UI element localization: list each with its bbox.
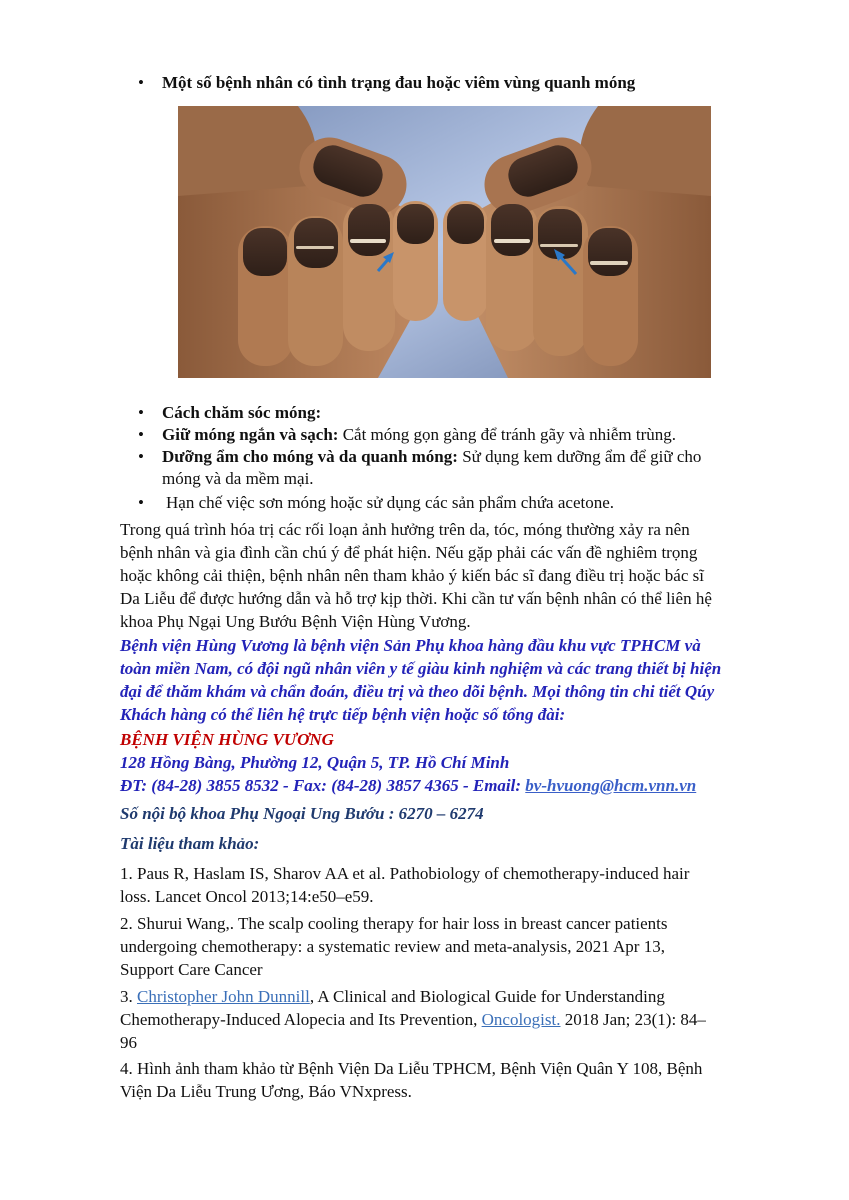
phone-fax: ĐT: (84-28) 3855 8532 - Fax: (84-28) 3857 4365 - Email:	[120, 776, 526, 795]
bullet-dot: •	[138, 73, 144, 92]
bullet-dot: •	[138, 425, 144, 444]
ref4-line2: Viện Da Liễu Trung Ương, Báo VNxpress.	[120, 1082, 412, 1101]
internal-extension-text: Số nội bộ khoa Phụ Ngoại Ung Bướu : 6270 – 6274	[120, 804, 484, 823]
refs-heading	[120, 832, 770, 855]
reference-4	[120, 1057, 770, 1103]
ref3-number: 3.	[120, 987, 137, 1006]
internal-extension	[120, 802, 770, 825]
ref1-line1: 1. Paus R, Haslam IS, Sharov AA et al. Pathobiology of chemotherapy-induced hair	[120, 864, 690, 883]
intro-line: Khách hàng có thể liên hệ trực tiếp bệnh viện hoặc số tổng đài:	[120, 705, 566, 724]
nail-photo-icon	[178, 106, 711, 378]
intro-line: đại để thăm khám và chẩn đoán, điều trị và theo dõi bệnh. Mọi thông tin chi tiết Qúy	[120, 682, 715, 701]
body-line: khoa Phụ Ngại Ung Bướu Bệnh Viện Hùng Vương.	[120, 612, 471, 631]
care-item1-bold: Giữ móng ngắn và sạch:	[162, 425, 339, 444]
hospital-name: BỆNH VIỆN HÙNG VƯƠNG	[120, 730, 334, 749]
intro-line: toàn miền Nam, có đội ngũ nhân viên y tế giàu kinh nghiệm và các trang thiết bị hiện	[120, 659, 722, 678]
ref2-line3: Support Care Cancer	[120, 960, 263, 979]
body-line: hoặc không cải thiện, bệnh nhân nên tham khảo ý kiến bác sĩ đang điều trị hoặc bác sĩ	[120, 566, 704, 585]
bullet-dot: •	[138, 447, 144, 466]
care-item2-text-l2: móng và da mềm mại.	[162, 469, 314, 488]
contact-block	[120, 728, 770, 797]
bullet-dot: •	[138, 493, 144, 512]
reference-2	[120, 912, 770, 981]
ref3-line1-rest: , A Clinical and Biological Guide for Understanding	[309, 987, 665, 1006]
reference-3	[120, 985, 770, 1054]
bullet-paronychia-text: Một số bệnh nhân có tình trạng đau hoặc viêm vùng quanh móng	[162, 73, 636, 92]
care-item2-bold: Dưỡng ẩm cho móng và da quanh móng:	[162, 447, 458, 466]
body-paragraph	[120, 518, 770, 633]
care-item1-text: Cắt móng gọn gàng để tránh gãy và nhiễm trùng.	[338, 425, 677, 444]
ref3-journal-link[interactable]: Oncologist.	[481, 1010, 561, 1029]
body-line: Trong quá trình hóa trị các rối loạn ảnh hưởng trên da, tóc, móng thường xảy ra nên	[120, 520, 690, 539]
ref4-line1: 4. Hình ảnh tham khảo từ Bệnh Viện Da Liễu TPHCM, Bệnh Viện Quân Y 108, Bệnh	[120, 1059, 703, 1078]
ref1-line2: loss. Lancet Oncol 2013;14:e50–e59.	[120, 887, 374, 906]
hospital-intro	[120, 634, 770, 726]
body-line: Da Liễu để được hướng dẫn và hỗ trợ kịp thời. Khi cần tư vấn bệnh nhân có thể liên hệ	[120, 589, 712, 608]
bullet-dot: •	[138, 403, 144, 422]
ref3-line3: 96	[120, 1033, 137, 1052]
care-item2-text-l1: Sử dụng kem dưỡng ẩm để giữ cho	[457, 447, 702, 466]
refs-heading-text: Tài liệu tham khảo:	[120, 834, 260, 853]
ref2-line2: undergoing chemotherapy: a systematic review and meta-analysis, 2021 Apr 13,	[120, 937, 665, 956]
care-item3-text: Hạn chế việc sơn móng hoặc sử dụng các sản phẩm chứa acetone.	[166, 493, 615, 512]
ref3-author-link[interactable]: Christopher John Dunnill	[137, 987, 310, 1006]
care-heading: Cách chăm sóc móng:	[162, 403, 322, 422]
hospital-address: 128 Hồng Bàng, Phường 12, Quận 5, TP. Hồ Chí Minh	[120, 753, 510, 772]
reference-1	[120, 862, 770, 908]
body-line: bệnh nhân và gia đình cần chú ý để phát hiện. Nếu gặp phải các vấn đề nghiêm trọng	[120, 543, 698, 562]
ref2-line1: 2. Shurui Wang,. The scalp cooling therapy for hair loss in breast cancer patients	[120, 914, 668, 933]
ref3-line2a: Chemotherapy-Induced Alopecia and Its Prevention,	[120, 1010, 482, 1029]
intro-line: Bệnh viện Hùng Vương là bệnh viện Sản Phụ khoa hàng đầu khu vực TPHCM và	[120, 636, 701, 655]
ref3-line2b: 2018 Jan; 23(1): 84–	[560, 1010, 706, 1029]
email-link[interactable]: bv-hvuong@hcm.vnn.vn	[525, 776, 697, 795]
